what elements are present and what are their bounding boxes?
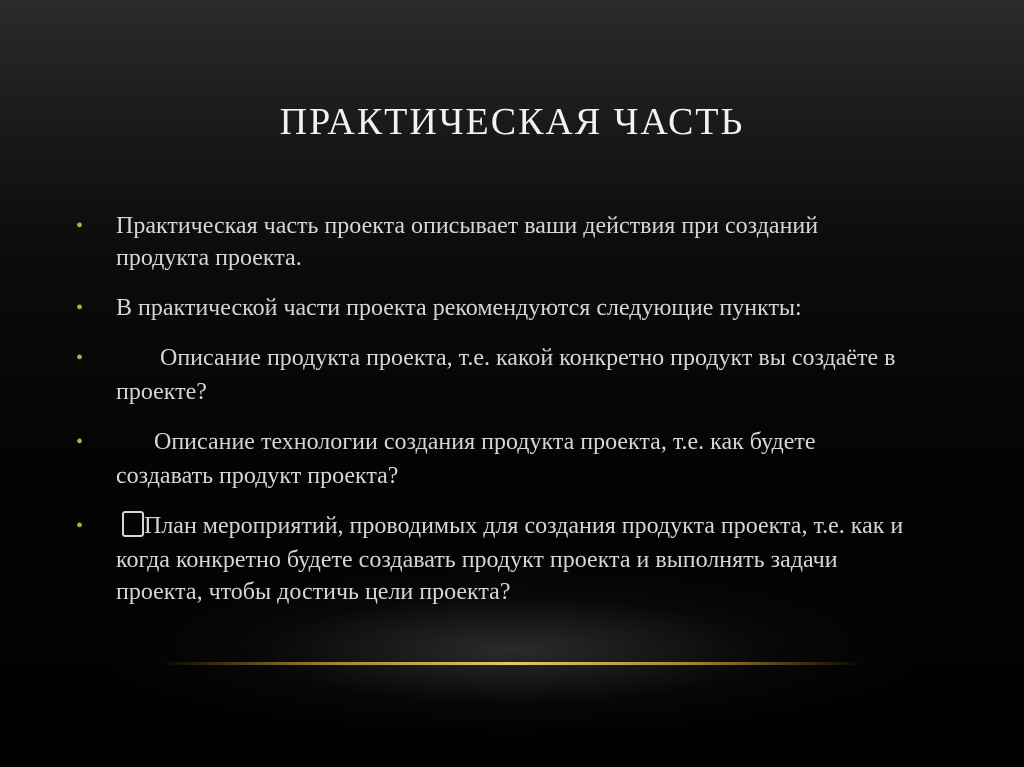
bullet-item [76, 426, 916, 492]
bullet-item [76, 210, 916, 274]
bullet-item [76, 292, 916, 324]
bullet-dot-icon: • [76, 515, 84, 537]
bullet-dot-icon: • [76, 215, 84, 237]
bullet-item [76, 510, 916, 608]
bullet-dot-icon: • [76, 431, 84, 453]
bullet-text: Описание технологии создания продукта проекта, т.е. как будете создавать продукт проекта? [116, 429, 816, 489]
bullet-text: Описание продукта проекта, т.е. какой конкретно продукт вы создаёте в проекте? [116, 345, 896, 405]
slide-title: ПРАКТИЧЕСКАЯ ЧАСТЬ [279, 101, 745, 143]
bullet-text: В практической части проекта рекомендуются следующие пункты: [116, 295, 802, 321]
bullet-list [76, 210, 916, 626]
bullet-text: План мероприятий, проводимых для создания продукта проекта, т.е. как и когда конкретно будете создавать продукт проекта и выполнять задачи проекта, чтобы достичь цели проекта? [116, 513, 904, 605]
bullet-item [76, 342, 916, 408]
gold-divider-line [160, 662, 864, 665]
bullet-text: Практическая часть проекта описывает ваши действия при созданий продукта проекта. [116, 213, 819, 271]
text-cursor-box-icon [122, 511, 144, 537]
bullet-dot-icon: • [76, 297, 84, 319]
bullet-dot-icon: • [76, 347, 84, 369]
